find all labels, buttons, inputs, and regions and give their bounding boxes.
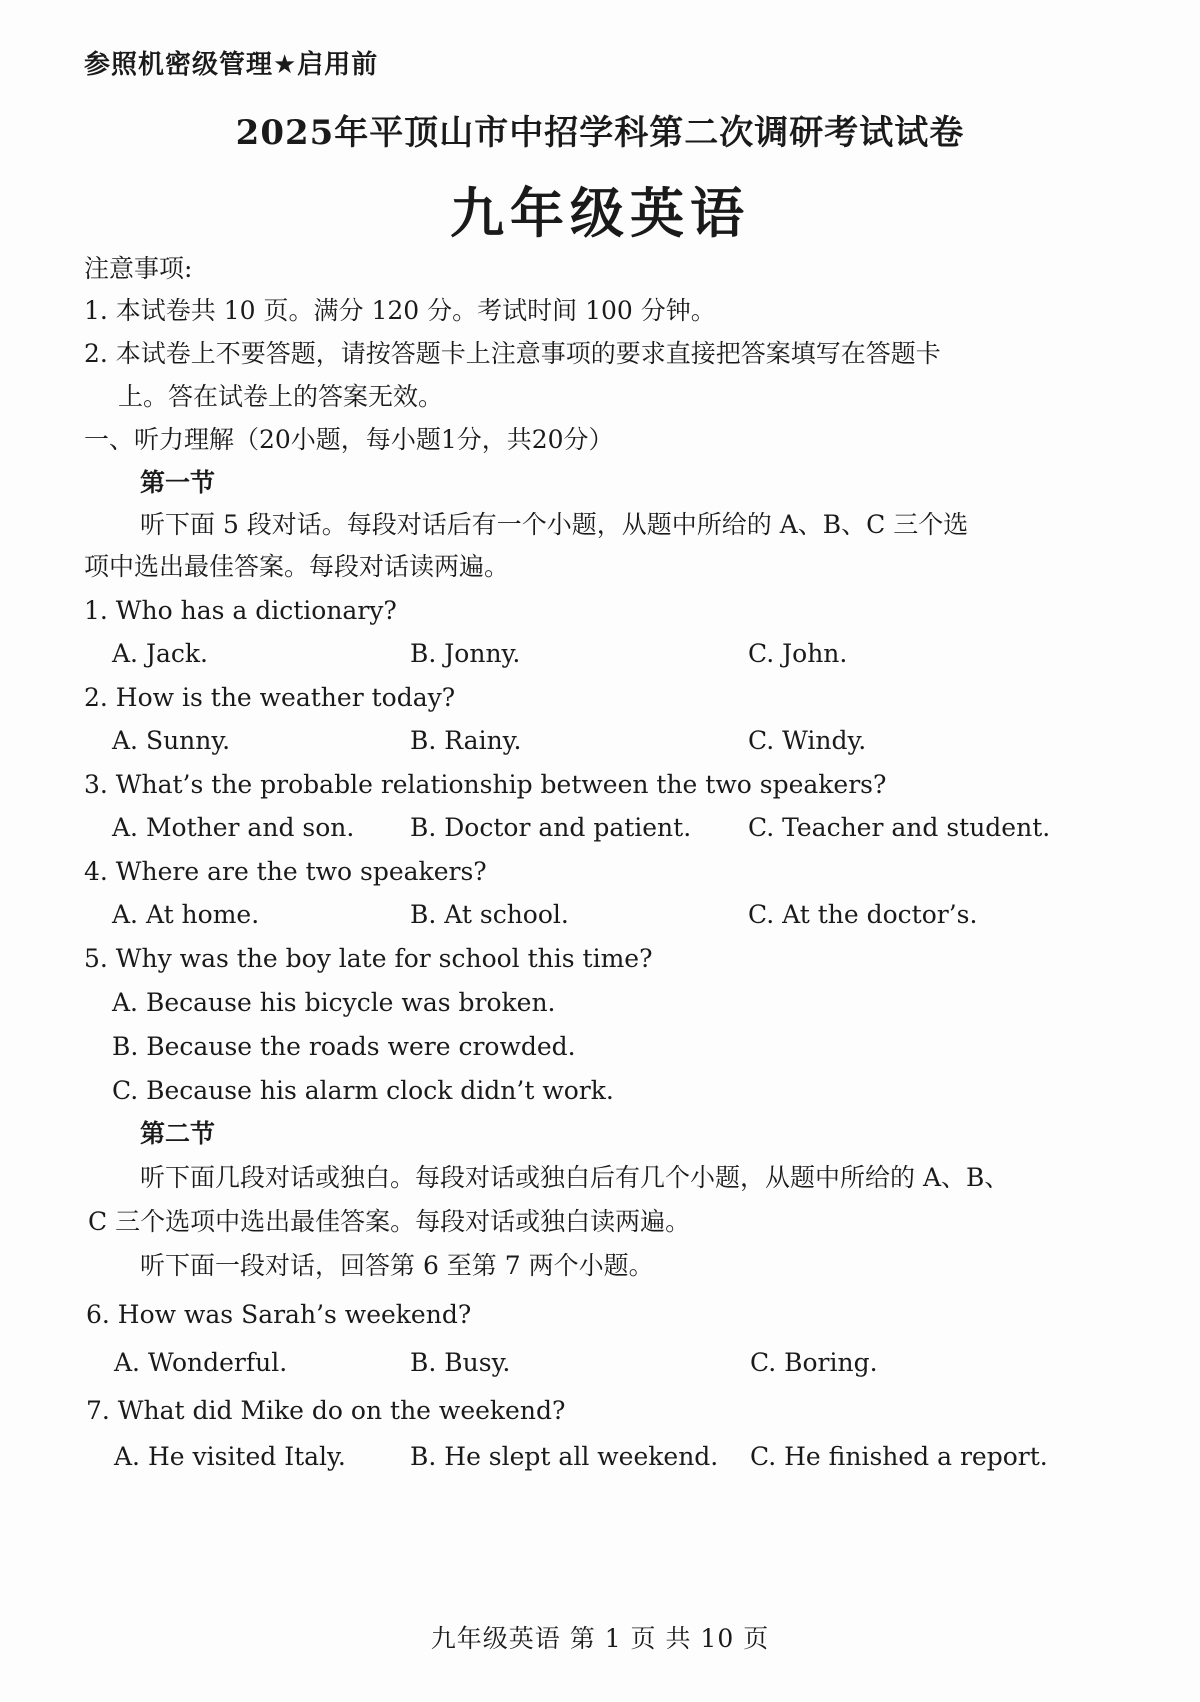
question-2-stem: 2. How is the weather today? (84, 683, 456, 712)
question-6-option-a: A. Wonderful. (114, 1348, 288, 1377)
notice-item-2-line-1: 2. 本试卷上不要答题，请按答题卡上注意事项的要求直接把答案填写在答题卡 (84, 339, 941, 368)
question-5-stem: 5. Why was the boy late for school this time? (84, 944, 653, 973)
question-4-option-a: A. At home. (112, 900, 260, 929)
question-3-option-c: C. Teacher and student. (748, 813, 1051, 842)
section2-sub-instruction: 听下面一段对话，回答第 6 至第 7 两个小题。 (140, 1251, 654, 1280)
question-7-stem: 7. What did Mike do on the weekend? (86, 1396, 566, 1425)
question-2-option-a: A. Sunny. (112, 726, 231, 755)
section1-title: 第一节 (140, 468, 216, 497)
exam-title: 2025年平顶山市中招学科第二次调研考试试卷 (235, 113, 965, 153)
question-6-option-b: B. Busy. (410, 1348, 511, 1377)
question-3-option-b: B. Doctor and patient. (410, 813, 692, 842)
question-1-option-b: B. Jonny. (410, 639, 521, 668)
section2-instruction-line-2: C 三个选项中选出最佳答案。每段对话或独白读两遍。 (88, 1207, 691, 1236)
question-4-option-c: C. At the doctor’s. (748, 900, 978, 929)
part1-heading: 一、听力理解（20小题，每小题1分，共20分） (84, 425, 614, 454)
section1-instruction-line-2: 项中选出最佳答案。每段对话读两遍。 (84, 552, 510, 581)
notice-item-1: 1. 本试卷共 10 页。满分 120 分。考试时间 100 分钟。 (84, 296, 716, 325)
notice-heading: 注意事项: (84, 254, 193, 283)
section2-instruction-line-1: 听下面几段对话或独白。每段对话或独白后有几个小题，从题中所给的 A、B、 (140, 1163, 1010, 1192)
question-7-option-c: C. He finished a report. (750, 1442, 1048, 1471)
question-6-stem: 6. How was Sarah’s weekend? (86, 1300, 472, 1329)
question-1-option-a: A. Jack. (112, 639, 208, 668)
question-4-stem: 4. Where are the two speakers? (84, 857, 487, 886)
question-3-option-a: A. Mother and son. (112, 813, 355, 842)
question-3-stem: 3. What’s the probable relationship between the two speakers? (84, 770, 887, 799)
page-footer: 九年级英语 第 1 页 共 10 页 (430, 1624, 770, 1653)
question-5-option-a: A. Because his bicycle was broken. (112, 988, 556, 1017)
question-6-option-c: C. Boring. (750, 1348, 878, 1377)
question-7-option-b: B. He slept all weekend. (410, 1442, 719, 1471)
question-2-option-c: C. Windy. (748, 726, 867, 755)
question-5-option-b: B. Because the roads were crowded. (112, 1032, 576, 1061)
question-1-option-c: C. John. (748, 639, 848, 668)
question-4-option-b: B. At school. (410, 900, 569, 929)
notice-item-2-line-2: 上。答在试卷上的答案无效。 (118, 382, 444, 411)
subject-title: 九年级英语 (450, 181, 750, 245)
secrecy-label: 参照机密级管理★启用前 (84, 50, 379, 80)
question-7-option-a: A. He visited Italy. (114, 1442, 346, 1471)
question-2-option-b: B. Rainy. (410, 726, 522, 755)
question-1-stem: 1. Who has a dictionary? (84, 596, 397, 625)
section1-instruction-line-1: 听下面 5 段对话。每段对话后有一个小题，从题中所给的 A、B、C 三个选 (140, 510, 969, 539)
question-5-option-c: C. Because his alarm clock didn’t work. (112, 1076, 614, 1105)
section2-title: 第二节 (140, 1119, 216, 1148)
